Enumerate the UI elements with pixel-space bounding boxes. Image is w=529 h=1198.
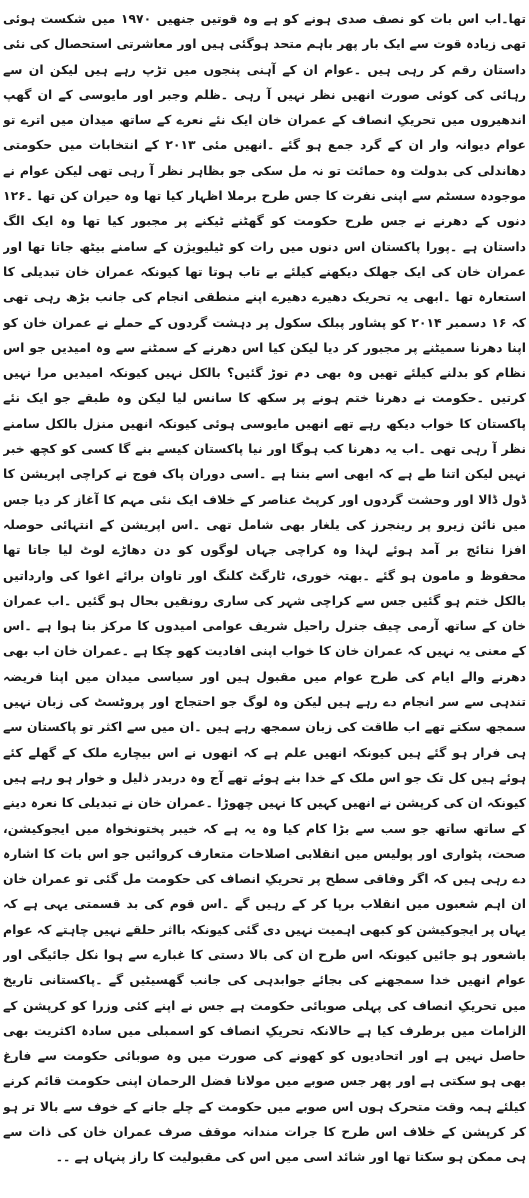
article-body-text: تھا۔اب اس بات کو نصف صدی ہونے کو ہے وہ قوتیں جنھیں ۱۹۷۰ میں شکست ہوئی تھی زیادہ قوت سے ایک بار پھر باہم متحد ہوگئی ہیں اور معاشرتی استحصال کی نئی داستان رقم کر رہی ہیں ۔عوام ان کے آہنی پنجوں میں تڑپ رہے ہیں لیکن ان سے رہائی کی کوئی صورت انھیں نظر نہیں آ رہی ۔ظلم وجبر اور مایوسی کے ان گھپ اندھیروں میں تحریکِ انصاف کے عمران خان ایک نئے نعرے کے ساتھ میدان میں اترے تو عوام دیوانہ وار ان کے گرد جمع ہو گئے ۔انھیں مئی ۲۰۱۳ کے انتخابات میں حکومتی دھاندلی کی بدولت وہ حمائت تو نہ مل سکی جو بظاہر نظر آ رہی تھی لیکن عوام نے موجودہ سسٹم سے اپنی نفرت کا جس طرح برملا اظہار کیا تھا وہ حیران کن تھا ۔۱۲۶ دنوں کے دھرنے نے جس طرح حکومت کو گھٹنے ٹیکنے پر مجبور کیا تھا وہ ایک الگ داستان ہے ۔پورا پاکستان اس دنوں میں رات کو ٹیلیویژن کے سامنے بیٹھ جاتا تھا اور عمران خان کی ایک جھلک دیکھنے کیلئے بے تاب ہوتا تھا کیونکہ عمران خان تبدیلی کا استعارہ تھا ۔ابھی یہ تحریک دھیرے دھیرے اپنے منطقی انجام کی جانب بڑھ رہی تھی کہ ۱۶ دسمبر ۲۰۱۴ کو پشاور پبلک سکول پر دہشت گردوں کے حملے نے عمران خان کو اپنا دھرنا سمیٹنے پر مجبور کر دیا لیکن کیا اس دھرنے کے سمٹنے سے وہ امیدیں جو اس نظام کو بدلنے کیلئے تھیں وہ بھی دم توڑ گئیں؟ بالکل نہیں کیونکہ امیدیں مرا نہیں کرتیں ۔حکومت نے دھرنا ختم ہونے پر سکھ کا سانس لیا لیکن وہ طبقے جو ایک نئے پاکستان کا خواب دیکھ رہے تھے انھیں مایوسی ہوئی کیونکہ انھیں منزل بالکل سامنے نظر آ رہی تھی ۔اب یہ دھرنا کب ہوگا اور نیا پاکستان کیسے بنے گا کسی کو کچھ خبر نہیں لیکن اتنا طے ہے کہ ابھی اسے بننا ہے ۔اسی دوران پاک فوج نے کراچی اپریشن کا ڈول ڈالا اور وحشت گردوں اور کرپٹ عناصر کے خلاف ایک نئی مہم کا آغاز کر دیا جس میں نائن زیرو پر رینجرز کی یلغار بھی شامل تھی ۔اس اپریشن کے انتہائی حوصلہ افزا نتائج بر آمد ہوئے لہذا وہ کراچی جہاں لوگوں کو دن دھاڑے لوٹ لیا جاتا تھا محفوظ و مامون ہو گئے ۔بھتہ خوری، ٹارگٹ کلنگ اور تاوان برائے اغوا کی وارداتیں بالکل ختم ہو گئیں جس سے کراچی شہر کی ساری رونقیں بحال ہو گئیں ۔اب عمران خان کے ساتھ آرمی چیف جنرل راحیل شریف عوامی امیدوں کا مرکز بنا ہوا ہے ۔اس کے معنی یہ نہیں کہ عمران خان کا خواب اپنی افادیت کھو چکا ہے ۔عمران خان اب بھی دھرنے والے ایام کی طرح عوام میں مقبول ہیں اور سیاسی میدان میں اپنا فریضہ تندہی سے سر انجام دے رہے ہیں لیکن وہ لوگ جو احتجاج اور پروٹسٹ کی زبان نہیں سمجھ سکتے تھے اب طاقت کی زبان سمجھ رہے ہیں ۔ان میں سے اکثر تو پاکستان سے ہی فرار ہو گئے ہیں کیونکہ انھیں علم ہے کہ انھوں نے اس بیچارے ملک کے گھلے کئے ہوئے ہیں کل تک جو اس ملک کے خدا بنے ہوئے تھے آج وہ دربدر ذلیل و خوار ہو رہے ہیں کیونکہ ان کی کرپشن نے انھیں کہیں کا نہیں چھوڑا ۔عمران خان نے تبدیلی کا نعرہ دینے کے ساتھ ساتھ جو سب سے بڑا کام کیا وہ یہ ہے کہ خیبر پختونخواہ میں ایجوکیشن، صحت، پٹواری اور پولیس میں انقلابی اصلاحات متعارف کروائیں جو اس بات کا اشارہ دے رہی ہیں کہ اگر وفاقی سطح پر تحریکِ انصاف کی حکومت مل گئی تو عمران خان ان اہم شعبوں میں انقلاب برپا کر کے رہیں گے ۔اس قوم کی بد قسمتی یہی ہے کہ یہاں پر ایجوکیشن کو کبھی اہمیت نہیں دی گئی کیونکہ بااثر حلقے نہیں چاہتے کہ عوام باشعور ہو جائیں کیونکہ اس طرح ان کی بالا دستی کا غبارے سے ہوا نکل جائیگی اور عوام انھیں خدا سمجھنے کی بجائے جوابدہی کی جانب گھسیٹیں گے ۔پاکستانی تاریخ میں تحریکِ انصاف کی پہلی صوبائی حکومت ہے جس نے اپنے کئی وزرا کو کرپشن کے الزامات میں برطرف کیا ہے حالانکہ تحریکِ انصاف کو اسمبلی میں سادہ اکثریت بھی حاصل نہیں ہے اور اتحادیوں کو کھونے کی صورت میں وہ صوبائی حکومت سے فارغ بھی ہو سکتی ہے اور پھر جس صوبے میں مولانا فضل الرحمان اپنی حکومت قائم کرنے کیلئے ہمہ وقت متحرک ہوں اس صوبے میں حکومت کے چلے جانے کے خوف سے بالا تر ہو کر کرپشن کے خلاف اس طرح کا جرات مندانہ موقف صرف عمران خان کی ذات سے ہی ممکن ہو سکتا تھا اور شائد اسی میں اس کی مقبولیت کا راز پنہاں ہے ۔۔	[3, 11, 526, 1165]
